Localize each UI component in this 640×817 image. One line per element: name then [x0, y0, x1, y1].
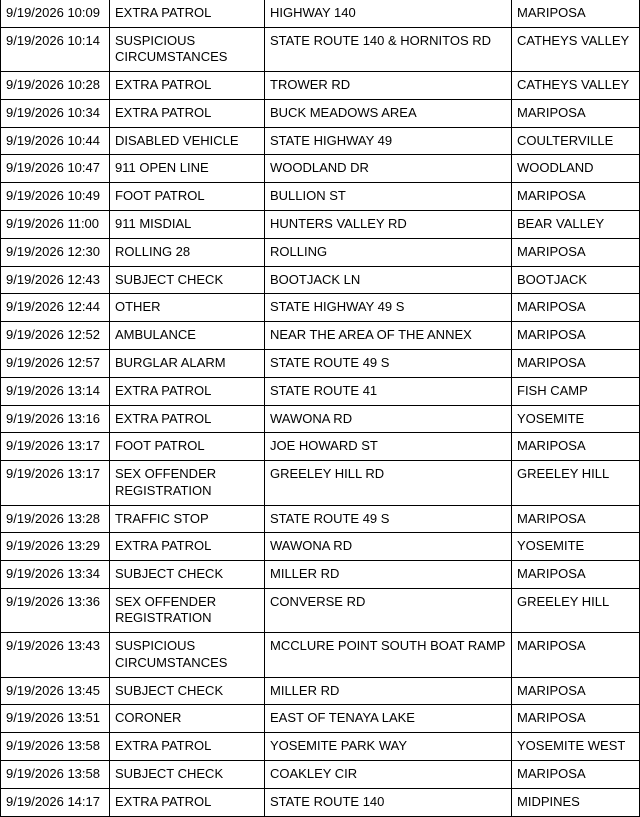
location-cell: MCCLURE POINT SOUTH BOAT RAMP — [265, 633, 512, 677]
location-cell: STATE ROUTE 49 S — [265, 350, 512, 378]
call-type-cell: EXTRA PATROL — [110, 377, 265, 405]
area-cell: MARIPOSA — [512, 505, 640, 533]
location-cell: GREELEY HILL RD — [265, 461, 512, 505]
datetime-cell: 9/19/2026 14:17 — [1, 788, 110, 816]
call-log-body — [1, 0, 640, 816]
area-cell: BOOTJACK — [512, 266, 640, 294]
area-cell: MARIPOSA — [512, 350, 640, 378]
location-cell: EAST OF TENAYA LAKE — [265, 705, 512, 733]
call-type-cell: EXTRA PATROL — [110, 405, 265, 433]
table-row — [1, 155, 640, 183]
location-cell: ROLLING — [265, 238, 512, 266]
table-row — [1, 561, 640, 589]
call-type-cell: SUSPICIOUS CIRCUMSTANCES — [110, 27, 265, 71]
area-cell: YOSEMITE — [512, 405, 640, 433]
datetime-cell: 9/19/2026 12:43 — [1, 266, 110, 294]
call-type-cell: SEX OFFENDER REGISTRATION — [110, 588, 265, 632]
datetime-cell: 9/19/2026 10:47 — [1, 155, 110, 183]
area-cell: MARIPOSA — [512, 322, 640, 350]
location-cell: STATE HIGHWAY 49 S — [265, 294, 512, 322]
location-cell: HIGHWAY 140 — [265, 0, 512, 27]
table-row — [1, 99, 640, 127]
table-row — [1, 350, 640, 378]
table-row — [1, 760, 640, 788]
call-type-cell: SUBJECT CHECK — [110, 677, 265, 705]
table-row — [1, 405, 640, 433]
location-cell: STATE ROUTE 140 — [265, 788, 512, 816]
datetime-cell: 9/19/2026 13:16 — [1, 405, 110, 433]
call-type-cell: EXTRA PATROL — [110, 733, 265, 761]
area-cell: MARIPOSA — [512, 705, 640, 733]
datetime-cell: 9/19/2026 12:57 — [1, 350, 110, 378]
call-type-cell: FOOT PATROL — [110, 433, 265, 461]
area-cell: MARIPOSA — [512, 99, 640, 127]
table-row — [1, 72, 640, 100]
area-cell: CATHEYS VALLEY — [512, 72, 640, 100]
datetime-cell: 9/19/2026 13:58 — [1, 760, 110, 788]
location-cell: COAKLEY CIR — [265, 760, 512, 788]
datetime-cell: 9/19/2026 13:51 — [1, 705, 110, 733]
area-cell: YOSEMITE WEST — [512, 733, 640, 761]
table-row — [1, 505, 640, 533]
call-type-cell: CORONER — [110, 705, 265, 733]
call-type-cell: SUSPICIOUS CIRCUMSTANCES — [110, 633, 265, 677]
datetime-cell: 9/19/2026 10:34 — [1, 99, 110, 127]
call-type-cell: DISABLED VEHICLE — [110, 127, 265, 155]
area-cell: COULTERVILLE — [512, 127, 640, 155]
datetime-cell: 9/19/2026 13:34 — [1, 561, 110, 589]
call-type-cell: EXTRA PATROL — [110, 788, 265, 816]
table-row — [1, 733, 640, 761]
call-type-cell: SUBJECT CHECK — [110, 561, 265, 589]
table-row — [1, 377, 640, 405]
area-cell: MIDPINES — [512, 788, 640, 816]
location-cell: JOE HOWARD ST — [265, 433, 512, 461]
call-type-cell: ROLLING 28 — [110, 238, 265, 266]
call-type-cell: AMBULANCE — [110, 322, 265, 350]
datetime-cell: 9/19/2026 11:00 — [1, 211, 110, 239]
call-type-cell: EXTRA PATROL — [110, 72, 265, 100]
call-type-cell: FOOT PATROL — [110, 183, 265, 211]
table-row — [1, 211, 640, 239]
call-type-cell: 911 MISDIAL — [110, 211, 265, 239]
location-cell: CONVERSE RD — [265, 588, 512, 632]
location-cell: TROWER RD — [265, 72, 512, 100]
area-cell: FISH CAMP — [512, 377, 640, 405]
area-cell: BEAR VALLEY — [512, 211, 640, 239]
datetime-cell: 9/19/2026 13:36 — [1, 588, 110, 632]
location-cell: MILLER RD — [265, 677, 512, 705]
datetime-cell: 9/19/2026 10:14 — [1, 27, 110, 71]
table-row — [1, 183, 640, 211]
area-cell: MARIPOSA — [512, 0, 640, 27]
call-type-cell: SUBJECT CHECK — [110, 760, 265, 788]
datetime-cell: 9/19/2026 10:44 — [1, 127, 110, 155]
call-type-cell: EXTRA PATROL — [110, 533, 265, 561]
table-row — [1, 633, 640, 677]
location-cell: NEAR THE AREA OF THE ANNEX — [265, 322, 512, 350]
area-cell: MARIPOSA — [512, 238, 640, 266]
call-type-cell: SUBJECT CHECK — [110, 266, 265, 294]
table-row — [1, 266, 640, 294]
table-row — [1, 433, 640, 461]
location-cell: WAWONA RD — [265, 533, 512, 561]
location-cell: HUNTERS VALLEY RD — [265, 211, 512, 239]
table-row — [1, 588, 640, 632]
table-row — [1, 677, 640, 705]
area-cell: MARIPOSA — [512, 433, 640, 461]
area-cell: MARIPOSA — [512, 760, 640, 788]
area-cell: CATHEYS VALLEY — [512, 27, 640, 71]
location-cell: WOODLAND DR — [265, 155, 512, 183]
datetime-cell: 9/19/2026 13:45 — [1, 677, 110, 705]
table-row — [1, 533, 640, 561]
datetime-cell: 9/19/2026 13:28 — [1, 505, 110, 533]
area-cell: MARIPOSA — [512, 561, 640, 589]
table-row — [1, 238, 640, 266]
area-cell: MARIPOSA — [512, 183, 640, 211]
table-row — [1, 0, 640, 27]
datetime-cell: 9/19/2026 12:52 — [1, 322, 110, 350]
call-type-cell: SEX OFFENDER REGISTRATION — [110, 461, 265, 505]
location-cell: BULLION ST — [265, 183, 512, 211]
call-type-cell: EXTRA PATROL — [110, 0, 265, 27]
area-cell: MARIPOSA — [512, 633, 640, 677]
call-type-cell: BURGLAR ALARM — [110, 350, 265, 378]
datetime-cell: 9/19/2026 13:17 — [1, 433, 110, 461]
table-row — [1, 705, 640, 733]
location-cell: STATE ROUTE 49 S — [265, 505, 512, 533]
table-row — [1, 27, 640, 71]
datetime-cell: 9/19/2026 13:43 — [1, 633, 110, 677]
datetime-cell: 9/19/2026 12:44 — [1, 294, 110, 322]
call-type-cell: 911 OPEN LINE — [110, 155, 265, 183]
table-row — [1, 294, 640, 322]
datetime-cell: 9/19/2026 12:30 — [1, 238, 110, 266]
datetime-cell: 9/19/2026 13:17 — [1, 461, 110, 505]
area-cell: GREELEY HILL — [512, 588, 640, 632]
table-row — [1, 127, 640, 155]
location-cell: BOOTJACK LN — [265, 266, 512, 294]
area-cell: YOSEMITE — [512, 533, 640, 561]
table-row — [1, 461, 640, 505]
table-row — [1, 788, 640, 816]
area-cell: GREELEY HILL — [512, 461, 640, 505]
call-type-cell: TRAFFIC STOP — [110, 505, 265, 533]
table-row — [1, 322, 640, 350]
location-cell: BUCK MEADOWS AREA — [265, 99, 512, 127]
datetime-cell: 9/19/2026 13:58 — [1, 733, 110, 761]
location-cell: WAWONA RD — [265, 405, 512, 433]
location-cell: YOSEMITE PARK WAY — [265, 733, 512, 761]
location-cell: MILLER RD — [265, 561, 512, 589]
call-type-cell: EXTRA PATROL — [110, 99, 265, 127]
datetime-cell: 9/19/2026 10:09 — [1, 0, 110, 27]
datetime-cell: 9/19/2026 13:14 — [1, 377, 110, 405]
area-cell: MARIPOSA — [512, 677, 640, 705]
area-cell: WOODLAND — [512, 155, 640, 183]
location-cell: STATE ROUTE 41 — [265, 377, 512, 405]
datetime-cell: 9/19/2026 13:29 — [1, 533, 110, 561]
location-cell: STATE ROUTE 140 & HORNITOS RD — [265, 27, 512, 71]
call-type-cell: OTHER — [110, 294, 265, 322]
datetime-cell: 9/19/2026 10:49 — [1, 183, 110, 211]
area-cell: MARIPOSA — [512, 294, 640, 322]
location-cell: STATE HIGHWAY 49 — [265, 127, 512, 155]
datetime-cell: 9/19/2026 10:28 — [1, 72, 110, 100]
